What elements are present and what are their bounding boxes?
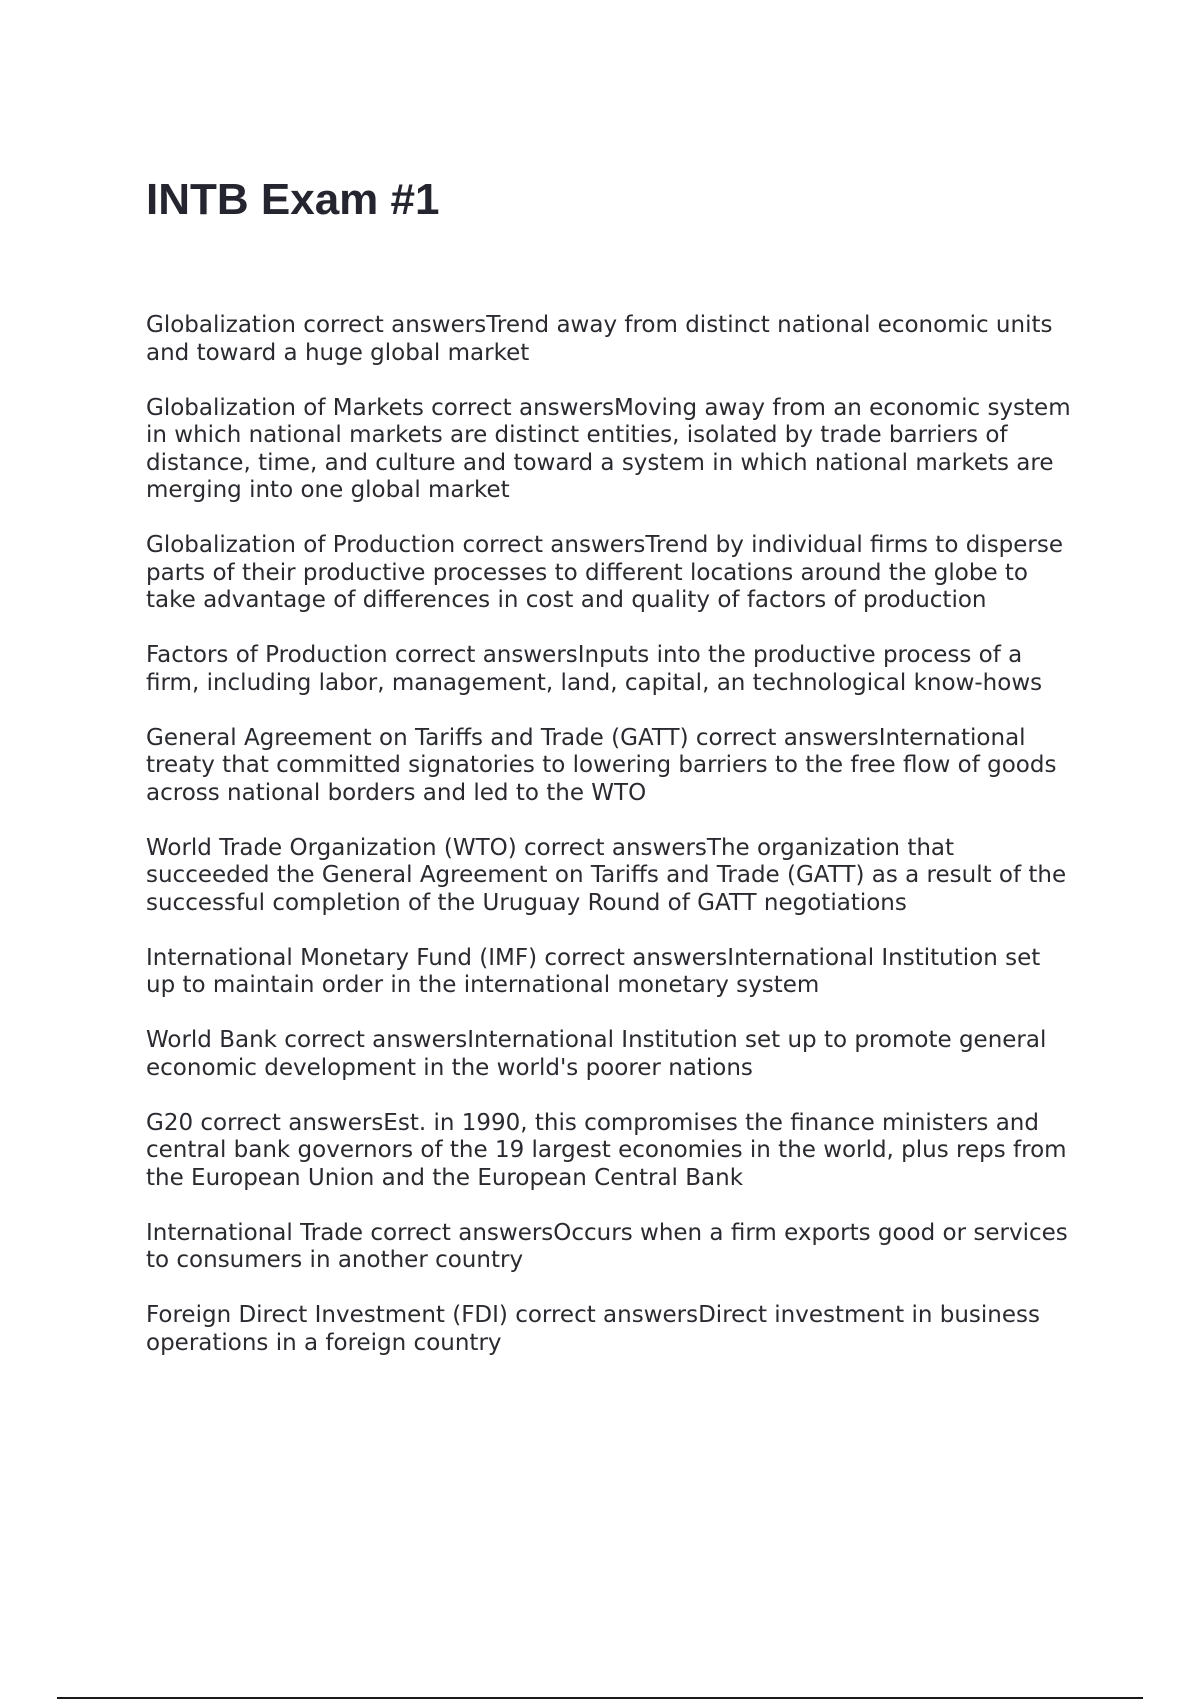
flashcard-entry: World Bank correct answersInternational Institution set up to promote general economic development in the world's poorer nations: [146, 1027, 1047, 1081]
flashcard-entry: Globalization of Markets correct answersMoving away from an economic system in which national markets are distinct entities, isolated by trade barriers of distance, time, and culture and toward a system in which national markets are merging into one global market: [146, 394, 1071, 503]
flashcard-entry: Globalization of Production correct answersTrend by individual firms to disperse parts of their productive processes to different locations around the globe to take advantage of differences in cost and quality of factors of production: [146, 532, 1064, 613]
flashcard-entry: Foreign Direct Investment (FDI) correct answersDirect investment in business operations in a foreign country: [146, 1302, 1040, 1356]
flashcard-entry: Globalization correct answersTrend away from distinct national economic units and toward a huge global market: [146, 312, 1053, 366]
flashcard-entry: International Monetary Fund (IMF) correct answersInternational Institution set up to maintain order in the international monetary system: [146, 944, 1041, 998]
flashcard-list: [146, 312, 1076, 1385]
page-title: INTB Exam #1: [146, 175, 440, 224]
flashcard-entry: World Trade Organization (WTO) correct answersThe organization that succeeded the General Agreement on Tariffs and Trade (GATT) as a result of the successful completion of the Uruguay Round of GATT negotiations: [146, 834, 1067, 916]
page-bottom-divider: [57, 1697, 1143, 1699]
flashcard-entry: General Agreement on Tariffs and Trade (GATT) correct answersInternational treaty that committed signatories to lowering barriers to the free flow of goods across national borders and led to the WTO: [146, 724, 1057, 806]
flashcard-entry: International Trade correct answersOccurs when a firm exports good or services to consumers in another country: [146, 1219, 1068, 1273]
flashcard-entry: Factors of Production correct answersInputs into the productive process of a firm, including labor, management, land, capital, an technological know-hows: [146, 642, 1043, 696]
flashcard-entry: G20 correct answersEst. in 1990, this compromises the finance ministers and central bank governors of the 19 largest economies in the world, plus reps from the European Union and the European Central Bank: [146, 1109, 1067, 1191]
